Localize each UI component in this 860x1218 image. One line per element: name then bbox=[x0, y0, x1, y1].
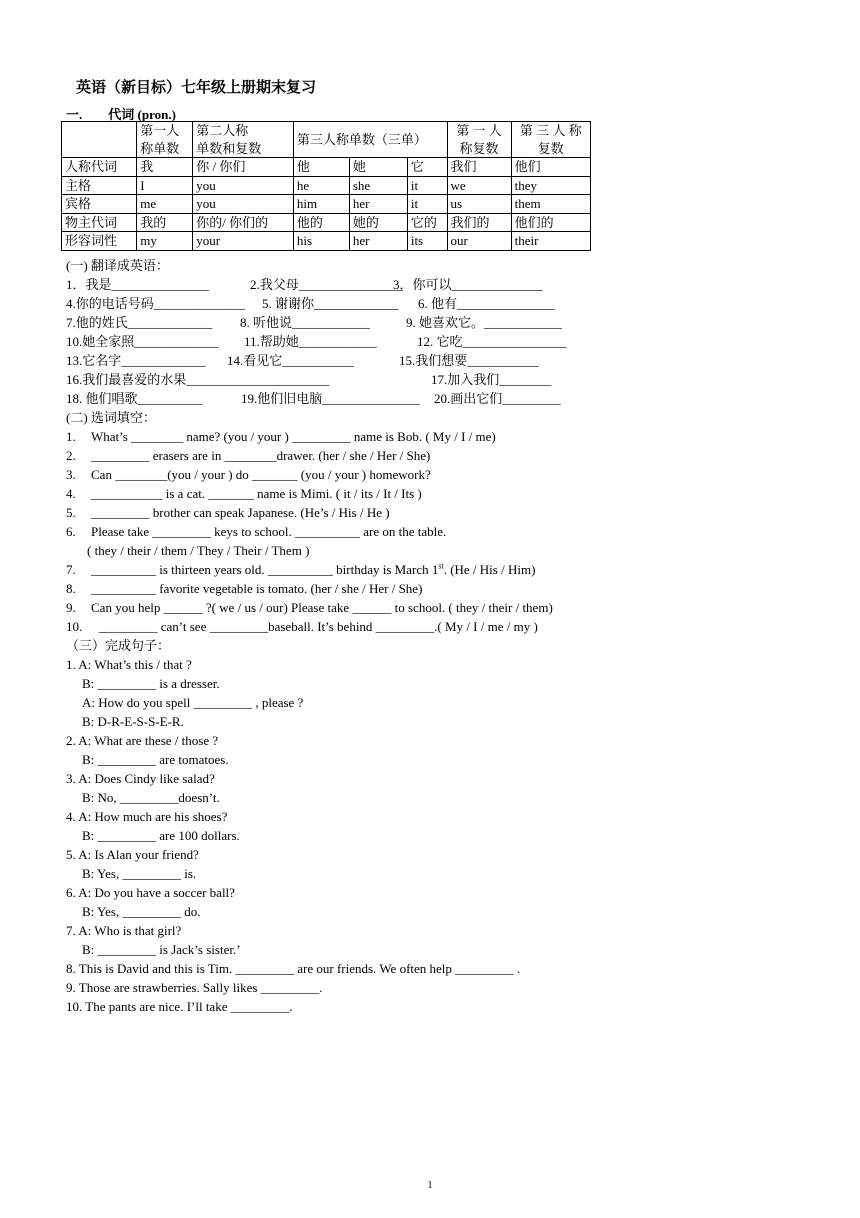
table-cell: 她的 bbox=[349, 213, 407, 232]
list-item bbox=[66, 560, 626, 579]
exercise-item: 13.它名字_____________ bbox=[66, 353, 206, 368]
list-item bbox=[66, 598, 626, 617]
list-item: B: _________ are 100 dollars. bbox=[82, 828, 240, 843]
item-number: 9. bbox=[66, 600, 76, 615]
table-cell: 主格 bbox=[62, 176, 137, 195]
list-item: 5. A: Is Alan your friend? bbox=[66, 847, 199, 862]
table-cell: he bbox=[293, 176, 349, 195]
list-item: B: _________ are tomatoes. bbox=[82, 752, 229, 767]
list-item: B: No, _________doesn’t. bbox=[82, 790, 220, 805]
exercise-item: 20.画出它们_________ bbox=[434, 391, 561, 406]
table-cell: you bbox=[193, 195, 294, 214]
item-text: _________ erasers are in ________drawer. (her / she / Her / She) bbox=[91, 448, 431, 463]
table-cell: 它的 bbox=[407, 213, 447, 232]
exercise-item: 4.你的电话号码______________ bbox=[66, 296, 245, 311]
exercise-item: 17.加入我们________ bbox=[431, 372, 552, 387]
part-heading: （三）完成句子： bbox=[66, 638, 171, 653]
list-item bbox=[66, 313, 626, 332]
table-cell: they bbox=[511, 176, 590, 195]
list-item bbox=[66, 541, 626, 560]
table-cell: 形容词性 bbox=[62, 232, 137, 251]
table-cell: 宾格 bbox=[62, 195, 137, 214]
exercise-item: 8. 听他说____________ bbox=[240, 315, 371, 330]
exercise-item: 10.她全家照_____________ bbox=[66, 334, 219, 349]
exercise-item: 7.他的姓氏_____________ bbox=[66, 315, 213, 330]
exercise-item: 1．我是_______________ bbox=[66, 277, 210, 292]
table-header-cell: 第三人称单数（三单） bbox=[293, 122, 447, 158]
item-number: 2. bbox=[66, 448, 76, 463]
list-item: B: _________ is a dresser. bbox=[82, 676, 220, 691]
table-cell: we bbox=[447, 176, 511, 195]
table-cell: 她 bbox=[349, 158, 407, 177]
list-item: B: D-R-E-S-S-E-R. bbox=[82, 714, 184, 729]
exercise-item: 19.他们旧电脑_______________ bbox=[241, 391, 420, 406]
table-cell: us bbox=[447, 195, 511, 214]
table-cell: she bbox=[349, 176, 407, 195]
item-text: What’s ________ name? (you / your ) _________ name is Bob. ( My / I / me) bbox=[91, 429, 496, 444]
table-header-row bbox=[62, 122, 591, 158]
exercise-body bbox=[66, 256, 626, 1016]
list-item: B: Yes, _________ do. bbox=[82, 904, 201, 919]
list-item: B: Yes, _________ is. bbox=[82, 866, 197, 881]
item-number: 1. bbox=[66, 429, 76, 444]
list-item bbox=[66, 465, 626, 484]
table-cell: their bbox=[511, 232, 590, 251]
list-item: A: How do you spell _________ , please ? bbox=[82, 695, 304, 710]
table-cell: them bbox=[511, 195, 590, 214]
table-cell: its bbox=[407, 232, 447, 251]
list-item: 10. The pants are nice. I’ll take _________. bbox=[66, 999, 293, 1014]
list-item: 1. A: What’s this / that ? bbox=[66, 657, 192, 672]
table-cell: her bbox=[349, 232, 407, 251]
table-cell: 我们的 bbox=[447, 213, 511, 232]
list-item bbox=[66, 370, 626, 389]
list-item bbox=[66, 294, 626, 313]
exercise-item: 2.我父母________________ bbox=[250, 277, 403, 292]
table-cell: it bbox=[407, 176, 447, 195]
exercise-item: 16.我们最喜爱的水果______________________ bbox=[66, 372, 330, 387]
table-row bbox=[62, 158, 591, 177]
item-number: 3. bbox=[66, 467, 76, 482]
item-text: Please take _________ keys to school. __________ are on the table. bbox=[91, 524, 447, 539]
superscript: st bbox=[438, 561, 444, 571]
list-item bbox=[66, 617, 626, 636]
item-text: . (He / His / Him) bbox=[443, 562, 536, 577]
list-item: 9. Those are strawberries. Sally likes _________. bbox=[66, 980, 323, 995]
table-cell: 我们 bbox=[447, 158, 511, 177]
table-row bbox=[62, 195, 591, 214]
list-item: 8. This is David and this is Tim. _________ are our friends. We often help _________ . bbox=[66, 961, 521, 976]
list-item bbox=[66, 351, 626, 370]
table-cell: him bbox=[293, 195, 349, 214]
list-item bbox=[66, 446, 626, 465]
table-cell: his bbox=[293, 232, 349, 251]
item-text: Can ________(you / your ) do _______ (you / your ) homework? bbox=[91, 467, 431, 482]
table-cell: our bbox=[447, 232, 511, 251]
list-item bbox=[66, 503, 626, 522]
exercise-item: 14.看见它___________ bbox=[227, 353, 354, 368]
part-heading: (一) 翻译成英语： bbox=[66, 258, 169, 273]
table-row bbox=[62, 232, 591, 251]
table-cell: me bbox=[137, 195, 193, 214]
exercise-item: 18. 他们唱歌__________ bbox=[66, 391, 203, 406]
exercise-item: 12. 它吃________________ bbox=[417, 334, 567, 349]
table-cell: 他 bbox=[293, 158, 349, 177]
table-cell: 他们的 bbox=[511, 213, 590, 232]
exercise-item: 3．你可以______________ bbox=[393, 277, 543, 292]
table-header-cell: 第 三 人 称 复数 bbox=[511, 122, 590, 158]
table-header-cell: 第 一 人 称复数 bbox=[447, 122, 511, 158]
item-text: _________ brother can speak Japanese. (He’s / His / He ) bbox=[91, 505, 390, 520]
list-item: 3. A: Does Cindy like salad? bbox=[66, 771, 215, 786]
page-number: 1 bbox=[427, 1180, 433, 1191]
section-label: 代词 (pron.) bbox=[108, 107, 176, 122]
table-cell: 你的/ 你们的 bbox=[193, 213, 294, 232]
table-row bbox=[62, 176, 591, 195]
item-text: _________ can’t see _________baseball. It’s behind _________.( My / I / me / my ) bbox=[99, 619, 538, 634]
list-item: B: _________ is Jack’s sister.’ bbox=[82, 942, 241, 957]
list-item bbox=[66, 522, 626, 541]
list-item: 2. A: What are these / those ? bbox=[66, 733, 219, 748]
list-item bbox=[66, 389, 626, 408]
item-text: Can you help ______ ?( we / us / our) Please take ______ to school. ( they / their / them) bbox=[91, 600, 553, 615]
list-item bbox=[66, 427, 626, 446]
exercise-item: 9. 她喜欢它。____________ bbox=[406, 315, 563, 330]
table-header-cell: 第二人称 单数和复数 bbox=[193, 122, 294, 158]
table-cell: your bbox=[193, 232, 294, 251]
list-item bbox=[66, 484, 626, 503]
section-number: 一. bbox=[66, 107, 83, 122]
item-text: __________ is thirteen years old. __________ birthday is March 1 bbox=[91, 562, 439, 577]
table-cell: 它 bbox=[407, 158, 447, 177]
table-header-cell bbox=[62, 122, 137, 158]
item-number: 8. bbox=[66, 581, 76, 596]
item-number: 7. bbox=[66, 562, 76, 577]
item-number: 5. bbox=[66, 505, 76, 520]
exercise-item: 6. 他有_______________ bbox=[418, 296, 555, 311]
table-cell: it bbox=[407, 195, 447, 214]
list-item bbox=[66, 579, 626, 598]
list-item: 7. A: Who is that girl? bbox=[66, 923, 182, 938]
item-number: 10. bbox=[66, 619, 83, 634]
item-text: __________ favorite vegetable is tomato. (her / she / Her / She) bbox=[91, 581, 423, 596]
exercise-item: 11.帮助她____________ bbox=[244, 334, 377, 349]
table-cell: 他们 bbox=[511, 158, 590, 177]
table-cell: 我 bbox=[137, 158, 193, 177]
table-cell: my bbox=[137, 232, 193, 251]
table-header-cell: 第一人 称单数 bbox=[137, 122, 193, 158]
page-title: 英语（新目标）七年级上册期末复习 bbox=[76, 80, 317, 96]
item-number: 4. bbox=[66, 486, 76, 501]
table-row bbox=[62, 213, 591, 232]
table-cell: her bbox=[349, 195, 407, 214]
list-item bbox=[66, 275, 626, 294]
item-text: ( they / their / them / They / Their / Them ) bbox=[87, 543, 310, 558]
table-cell: 人称代词 bbox=[62, 158, 137, 177]
list-item bbox=[66, 332, 626, 351]
table-cell: 他的 bbox=[293, 213, 349, 232]
table-cell: 物主代词 bbox=[62, 213, 137, 232]
table-cell: I bbox=[137, 176, 193, 195]
table-cell: you bbox=[193, 176, 294, 195]
list-item: 4. A: How much are his shoes? bbox=[66, 809, 228, 824]
item-text: ___________ is a cat. _______ name is Mimi. ( it / its / It / Its ) bbox=[91, 486, 422, 501]
pronoun-table bbox=[61, 121, 591, 251]
exercise-item: 5. 谢谢你_____________ bbox=[262, 296, 399, 311]
exercise-item: 15.我们想要___________ bbox=[399, 353, 539, 368]
table-cell: 我的 bbox=[137, 213, 193, 232]
list-item: 6. A: Do you have a soccer ball? bbox=[66, 885, 235, 900]
item-number: 6. bbox=[66, 524, 76, 539]
part-heading: (二) 选词填空： bbox=[66, 410, 156, 425]
table-cell: 你 / 你们 bbox=[193, 158, 294, 177]
